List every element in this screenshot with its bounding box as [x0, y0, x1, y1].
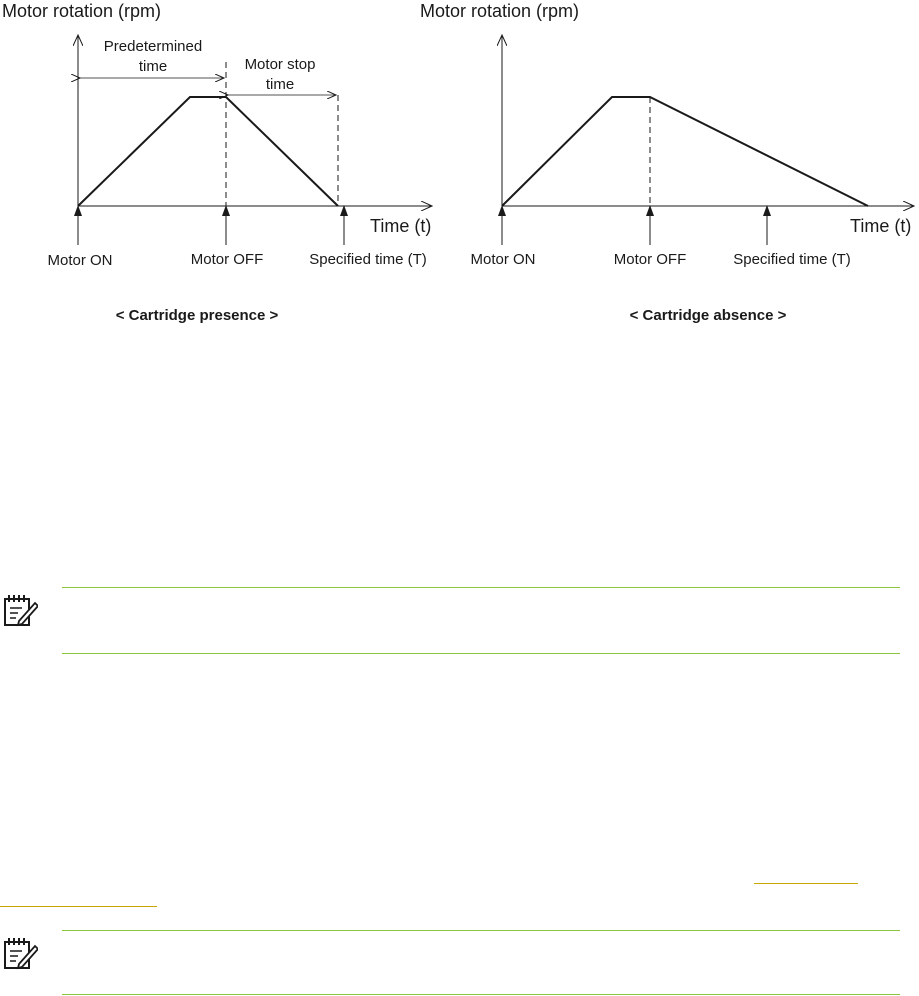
predetermined-label-line1: Predetermined — [103, 38, 203, 55]
note-top-rule — [62, 587, 900, 588]
y-axis-label: Motor rotation (rpm) — [2, 1, 162, 21]
x-axis-label: Time (t) — [850, 216, 912, 236]
diagram-cartridge-absence — [420, 1, 914, 324]
marker-label-motor-on: Motor ON — [47, 252, 113, 269]
note-bottom-rule — [62, 653, 900, 654]
marker-motor-on — [74, 205, 82, 245]
motor-stop-label-line2: time — [265, 76, 295, 93]
y-axis-label: Motor rotation (rpm) — [420, 1, 580, 21]
marker-specified-time — [340, 205, 348, 245]
diagram-caption: < Cartridge presence > — [115, 307, 279, 324]
motor-stop-label-line1: Motor stop — [244, 56, 316, 73]
note-bottom-rule — [62, 994, 900, 995]
note-top-rule — [62, 930, 900, 931]
diagram-cartridge-presence — [2, 1, 432, 324]
note-pad-icon — [2, 593, 38, 629]
marker-motor-off — [646, 205, 654, 245]
note-pad-icon — [2, 936, 38, 972]
marker-label-motor-off: Motor OFF — [613, 251, 687, 268]
diagram-caption: < Cartridge absence > — [629, 307, 787, 324]
marker-label-motor-off: Motor OFF — [190, 251, 264, 268]
x-axis-label: Time (t) — [370, 216, 432, 236]
link-underline[interactable] — [0, 906, 157, 907]
marker-label-motor-on: Motor ON — [470, 251, 536, 268]
rotation-curve — [78, 97, 338, 206]
marker-specified-time — [763, 205, 771, 245]
rotation-curve — [502, 97, 868, 206]
marker-motor-on — [498, 205, 506, 245]
predetermined-label-line2: time — [138, 58, 168, 75]
marker-label-specified-time: Specified time (T) — [309, 251, 427, 268]
marker-label-specified-time: Specified time (T) — [733, 251, 851, 268]
link-underline[interactable] — [754, 883, 858, 884]
marker-motor-off — [222, 205, 230, 245]
